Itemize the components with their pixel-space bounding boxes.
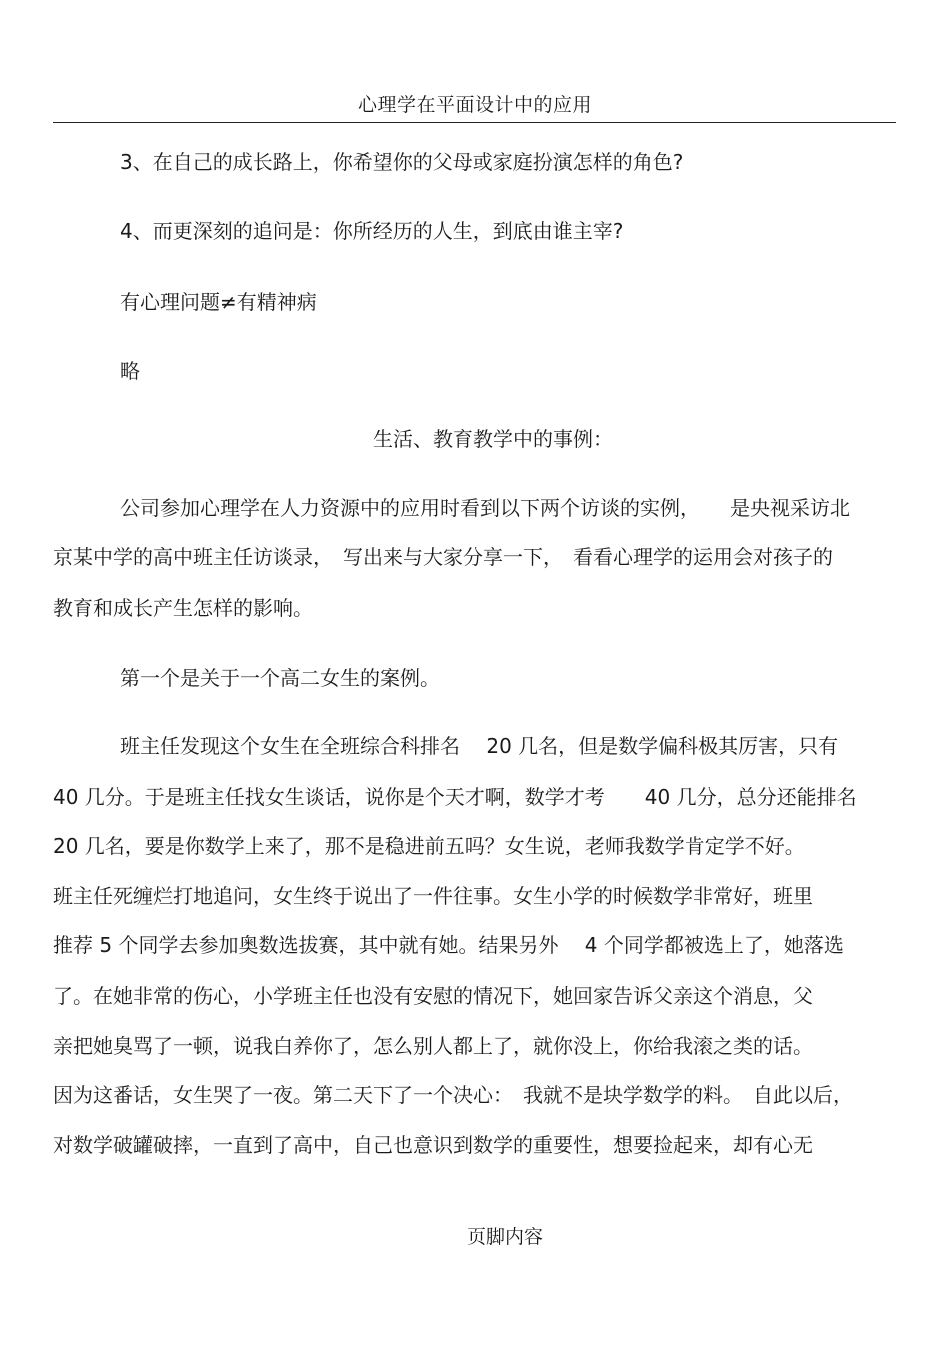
intro-line-2: 京某中学的高中班主任访谈录， 写出来与大家分享一下， 看看心理学的运用会对孩子的: [53, 545, 833, 569]
case-line-1: 班主任发现这个女生在全班综合科排名 20 几名，但是数学偏科极其厉害，只有: [120, 734, 839, 758]
case-line-2: 40 几分。于是班主任找女生谈话，说你是个天才啊，数学才考 40 几分，总分还能排名: [53, 785, 857, 809]
case-line-4: 班主任死缠烂打地追问，女生终于说出了一件往事。女生小学的时候数学非常好，班里: [53, 884, 813, 908]
case-line-3: 20 几名，要是你数学上来了，那不是稳进前五吗？女生说，老师我数学肯定学不好。: [53, 834, 805, 858]
intro-line-1: 公司参加心理学在人力资源中的应用时看到以下两个访谈的实例， 是央视采访北: [120, 496, 850, 520]
question-3: 3、在自己的成长路上，你希望你的父母或家庭扮演怎样的角色?: [120, 150, 684, 174]
header-divider: [53, 122, 896, 123]
question-4: 4、而更深刻的追问是：你所经历的人生，到底由谁主宰?: [120, 219, 624, 243]
omitted-note: 略: [120, 359, 140, 383]
page-footer: 页脚内容: [466, 1226, 543, 1248]
case-intro: 第一个是关于一个高二女生的案例。: [120, 666, 440, 690]
case-line-6: 了。在她非常的伤心，小学班主任也没有安慰的情况下，她回家告诉父亲这个消息，父: [53, 984, 813, 1008]
page-header-title: 心理学在平面设计中的应用: [357, 94, 592, 116]
case-line-9: 对数学破罐破摔，一直到了高中，自己也意识到数学的重要性，想要捡起来，却有心无: [53, 1133, 813, 1157]
intro-line-3: 教育和成长产生怎样的影响。: [53, 596, 313, 620]
section-heading: 生活、教育教学中的事例：: [373, 427, 613, 451]
case-line-8: 因为这番话，女生哭了一夜。第二天下了一个决心： 我就不是块学数学的料。 自此以后，: [53, 1083, 853, 1107]
statement-line: 有心理问题≠有精神病: [120, 290, 317, 314]
case-line-5: 推荐 5 个同学去参加奥数选拔赛，其中就有她。结果另外 4 个同学都被选上了，她落选: [53, 933, 844, 957]
case-line-7: 亲把她臭骂了一顿，说我白养你了，怎么别人都上了，就你没上，你给我滚之类的话。: [53, 1034, 813, 1058]
